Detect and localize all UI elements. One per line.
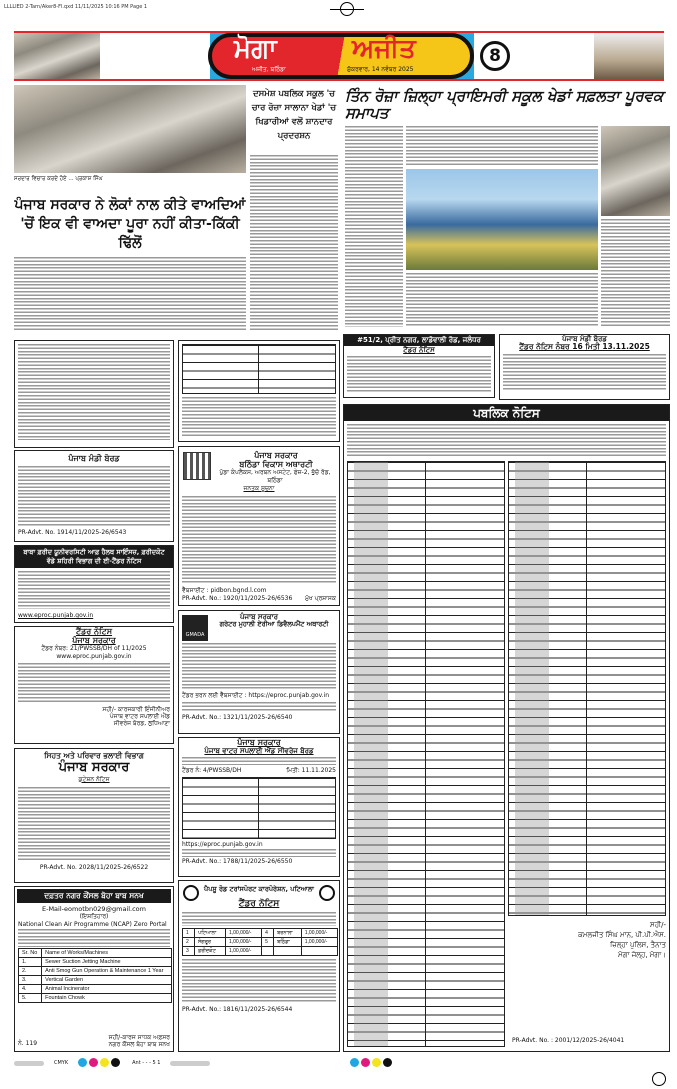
signature: ਮੁੱਖ ਪ੍ਰਸ਼ਾਸਕ xyxy=(304,595,336,602)
subtitle-text: ਵੱਡੇ ਸ਼ਹਿਰੀ ਵਿਭਾਗ ਦੀ ਈ-ਟੈਂਡਰ ਨੋਟਿਸ xyxy=(46,557,142,565)
cell: 5 xyxy=(262,937,274,946)
notice-bathinda-authority xyxy=(178,446,340,606)
email-link[interactable]: E-Mail-eomotbn029@gmail.com xyxy=(42,905,146,913)
notice-body xyxy=(18,929,170,947)
cmyk-dots xyxy=(78,1058,122,1069)
registration-mark-icon xyxy=(340,2,354,16)
public-notice-table-left xyxy=(347,461,505,1047)
plate-label: Ant - - - 5 1 xyxy=(132,1060,161,1066)
masthead xyxy=(14,31,664,81)
table-row xyxy=(183,946,338,955)
notice-body xyxy=(182,643,336,689)
cell: 1,00,000/- xyxy=(301,928,337,937)
gmada-logo-icon: GMADA xyxy=(182,615,208,641)
cell xyxy=(274,946,302,955)
cell: Animal Incinerator xyxy=(42,985,172,994)
notice-body xyxy=(182,702,336,712)
table-row xyxy=(183,928,338,937)
cell: 5. xyxy=(19,994,42,1003)
notice-body xyxy=(503,354,666,390)
public-notice-table-right xyxy=(508,461,666,916)
right-story-col2b xyxy=(406,273,598,327)
masthead-title-right: ਅਜੀਤ xyxy=(352,34,416,64)
tender-body xyxy=(347,356,491,392)
right-story xyxy=(345,88,670,327)
prtc-logo-icon xyxy=(319,885,335,901)
tender-ref: ਟੈਂਡਰ ਨੰਬਰ: 21/PWSSB/DH of 11/2025 xyxy=(41,645,147,653)
right-story-col2-wrap xyxy=(406,126,598,328)
notice-org: ਪੰਜਾਬ ਸਰਕਾਰ xyxy=(237,738,281,747)
notice-body xyxy=(182,959,336,1003)
public-notice xyxy=(343,404,670,1052)
date-label: ਸ਼ੁੱਕਰਵਾਰ, 14 ਨਵੰਬਰ 2025 xyxy=(347,66,414,73)
color-bar-strip xyxy=(170,1061,210,1066)
cell: ਪਟਿਆਲਾ xyxy=(194,928,225,937)
pr-advt-number: PR-Advt. No.: 1920/11/2025-26/6536 xyxy=(182,595,293,602)
tender-title: ਟੈਂਡਰ ਨੋਟਿਸ xyxy=(403,346,435,354)
url-link[interactable]: www.eproc.punjab.gov.in xyxy=(56,653,132,661)
sign-line: ਮੋਗਾ ਜੇਲ੍ਹ, ਮੋਗਾ। xyxy=(618,951,666,959)
cell: Fountain Chowk xyxy=(42,994,172,1003)
sign-line: ਸੀਵਰੇਜ ਬੋਰਡ, ਲੁਧਿਆਣਾ xyxy=(113,720,170,728)
print-color-bar xyxy=(14,1058,664,1068)
masthead-pattern-left xyxy=(100,33,210,79)
page-number: 8 xyxy=(480,41,510,71)
cell: Sewer Suction Jetting Machine xyxy=(42,958,172,967)
notice-body xyxy=(18,787,170,861)
notice-title: ਜਨਤਕ ਸੂਚਨਾ xyxy=(243,485,275,493)
notice-body xyxy=(18,466,170,526)
notice-left-top xyxy=(14,340,174,448)
public-notice-intro xyxy=(347,424,666,456)
registration-mark-icon xyxy=(652,1072,666,1086)
notice-org: ਪੰਜਾਬ ਮੰਡੀ ਬੋਰਡ xyxy=(562,335,607,343)
cell: 1 xyxy=(183,928,195,937)
notice-body xyxy=(18,571,170,609)
color-bar-strip xyxy=(14,1061,44,1066)
cell: 3 xyxy=(183,946,195,955)
notice-body xyxy=(182,496,336,584)
news-photo-group xyxy=(14,85,246,173)
notice-org: ਪੰਜਾਬ ਸਰਕਾਰ xyxy=(254,451,298,460)
col-header: Name of Works/Machines xyxy=(42,949,172,958)
public-notice-title: ਪਬਲਿਕ ਨੋਟਿਸ xyxy=(344,405,669,421)
sign-line: ਸਹੀ/- xyxy=(650,921,666,929)
notice-org: ਪੰਜਾਬ ਸਰਕਾਰ xyxy=(239,613,278,621)
photo-caption: ਸਰਦਾਰ ਵਿਚਾਰ ਕਰਦੇ ਹੋਏ ... ਪ੍ਰਕਾਸ਼ ਸਿੰਘ xyxy=(14,176,103,182)
cell: 1,00,000/- xyxy=(225,928,261,937)
masthead-title-left: ਮੋਗਾ xyxy=(234,34,277,64)
side-story-body xyxy=(250,155,338,330)
cell: ਬਰਨਾਲਾ xyxy=(274,928,302,937)
notice-title xyxy=(15,546,173,568)
cell: 3. xyxy=(19,976,42,985)
notice-dept: ਸਿਹਤ ਅਤੇ ਪਰਿਵਾਰ ਭਲਾਈ ਵਿਭਾਗ xyxy=(44,751,144,760)
pr-advt-number: PR-Advt. No.: 1816/11/2025-26/6544 xyxy=(182,1005,293,1013)
edition-label: ਅਜੀਤ, ਬਠਿੰਡਾ xyxy=(252,66,286,73)
pr-advt-number: PR-Advt. No.: 1788/11/2025-26/6550 xyxy=(182,858,293,866)
table-row xyxy=(183,937,338,946)
sign-line: ਸਹੀ/- ਕਾਰਜਕਾਰੀ ਇੰਜੀਨੀਅਰ xyxy=(102,706,170,714)
signature xyxy=(15,706,173,727)
news-photo-right xyxy=(601,126,670,217)
cell: 2 xyxy=(183,937,195,946)
right-story-col1 xyxy=(345,126,403,328)
cell: 1,00,000/- xyxy=(301,937,337,946)
notice-title: ਦਫ਼ਤਰ ਨਗਰ ਕੌਂਸਲ ਬੋਹਾ ਬਾਬ ਸਨਖ xyxy=(17,889,171,903)
masthead-building-photo xyxy=(14,33,100,79)
pr-advt-number: PR-Advt. No. 2028/11/2025-26/6522 xyxy=(39,863,149,871)
main-story xyxy=(14,196,246,330)
notice-baba-farid xyxy=(14,545,174,623)
notice-table xyxy=(182,344,336,394)
notice-gmada xyxy=(178,610,340,734)
notice-org: ਪੰਜਾਬ ਸਰਕਾਰ xyxy=(58,759,130,775)
sign-line: ਨਗਰ ਕੌਂਸਲ ਬੋਹਾ ਬਾਬ ਸਨਖ xyxy=(108,1041,170,1048)
notice-tender-punjab xyxy=(14,626,174,744)
notice-org: ਪੰਜਾਬ ਸਰਕਾਰ xyxy=(72,636,116,646)
notice-board: ਪੰਜਾਬ ਵਾਟਰ ਸਪਲਾਈ ਐਂਡ ਸੀਵਰੇਜ ਬੋਰਡ xyxy=(204,747,314,756)
tender-date: ਮਿਤੀ: 11.11.2025 xyxy=(286,767,336,775)
bda-logo-icon xyxy=(183,452,211,480)
tender-ref: ਟੈਂਡਰ ਨੰ: 4/PWSSB/DH xyxy=(182,767,242,775)
pr-advt-number: PR-Advt. No.: 1321/11/2025-26/6540 xyxy=(182,713,293,721)
print-slug: LLLLIED 2-Tarn/Aker8-Fl.qxd 11/11/2025 10:16 PM Page 1 xyxy=(4,4,148,10)
tender-header: #51/2, ਪ੍ਰੀਤ ਨਗਰ, ਲਾਡੋਵਾਲੀ ਰੋਡ, ਜਲੰਧਰ xyxy=(344,335,494,346)
news-photo-sports xyxy=(406,169,598,270)
tender-notice-mandi-board xyxy=(499,334,670,400)
cell: 1,00,000/- xyxy=(225,946,261,955)
notice-subtitle: (ਇਸ਼ਤਿਹਾਰ) xyxy=(79,913,109,920)
notice-mandi-board xyxy=(14,450,174,542)
cell: 1. xyxy=(19,958,42,967)
prtc-table xyxy=(182,928,338,956)
url-link[interactable]: https://eproc.punjab.gov.in xyxy=(182,841,263,849)
notice-body xyxy=(182,912,336,926)
cell xyxy=(301,946,337,955)
right-story-col3 xyxy=(601,219,670,327)
notice-authority: ਗਰੇਟਰ ਮੁਹਾਲੀ ਏਰੀਆ ਡਿਵੈਲਪਮੈਂਟ ਅਥਾਰਟੀ xyxy=(219,620,329,629)
sign-line: ਜ਼ਿਲ੍ਹਾ ਪੁਲਿਸ, ਤੈਨਾਤ xyxy=(609,941,666,949)
right-story-col2 xyxy=(406,126,598,166)
masthead-pill xyxy=(208,33,474,79)
website-link[interactable]: ਵੈੱਬਸਾਈਟ : pidbon.bgnd.l.com xyxy=(182,587,267,594)
notice-ref: ਨੰ. 119 xyxy=(18,1040,38,1047)
sign-line: ਸਹੀ/-ਕਾਰਜ ਸਾਧਕ ਅਫ਼ਸਰ xyxy=(108,1034,170,1041)
cell: Anti Smog Gun Operation & Maintenance 1 Year xyxy=(42,967,172,976)
cmyk-dots xyxy=(350,1058,394,1069)
notice-nagar-council xyxy=(14,886,174,1052)
notice-title: ਕੁਟੇਸ਼ਨ ਨੋਟਿਸ xyxy=(78,775,110,783)
title-text: ਬਾਬਾ ਫ਼ਰੀਦ ਯੂਨੀਵਰਸਿਟੀ ਆਫ਼ ਹੈਲਥ ਸਾਇੰਸਜ਼, ਫ਼ਰੀਦਕੋਟ xyxy=(23,548,165,556)
sign-line: ਪੰਜਾਬ ਵਾਟਰ ਸਪਲਾਈ ਐਂਡ xyxy=(109,713,170,721)
notice-health-dept xyxy=(14,748,174,883)
notice-title: ਟੈਂਡਰ ਨੋਟਿਸ xyxy=(75,627,113,636)
process-label: CMYK xyxy=(54,1060,69,1066)
cell: ਫ਼ਰੀਦਕੋਟ xyxy=(194,946,225,955)
main-headline: ਪੰਜਾਬ ਸਰਕਾਰ ਨੇ ਲੋਕਾਂ ਨਾਲ ਕੀਤੇ ਵਾਅਦਿਆਂ 'ਚੋਂ ਇਕ ਵੀ ਵਾਅਦਾ ਪੂਰਾ ਨਹੀਂ ਕੀਤਾ-ਕਿੱਕੀ ਢਿੱਲੋਂ xyxy=(14,197,246,251)
notice-address: ਪੁੱਡਾ ਕੰਪਲੈਕਸ, ਅਰਬਨ ਅਸਟੇਟ, ਫੇਜ਼-2, ਭੁੱਚੋ ਰੋਡ, ਬਠਿੰਡਾ xyxy=(219,469,331,485)
col-header: Sr. No xyxy=(19,949,42,958)
cell: 4. xyxy=(19,985,42,994)
url-link[interactable]: ਟੈਂਡਰ ਭਰਨ ਲਈ ਵੈੱਬਸਾਈਟ : https://eproc.punjab.gov.in xyxy=(182,691,330,699)
main-story-body xyxy=(14,257,246,330)
cell: ਬਠਿੰਡਾ xyxy=(274,937,302,946)
pr-advt-number: PR-Advt. No. : 2001/12/2025-26/4041 xyxy=(512,1037,625,1044)
tender-notice-jalandhar xyxy=(343,334,495,398)
url-link[interactable]: www.eproc.punjab.gov.in xyxy=(18,612,94,619)
notice-title: ਟੈਂਡਰ ਨੋਟਿਸ ਨੰਬਰ 16 ਮਿਤੀ 13.11.2025 xyxy=(519,342,650,352)
side-story-headline: ਦਸਮੇਸ਼ ਪਬਲਿਕ ਸਕੂਲ 'ਚ ਚਾਰ ਰੋਜ਼ਾ ਸਾਲਾਨਾ ਖੇਡਾਂ 'ਚ ਖਿਡਾਰੀਆਂ ਵਲੋਂ ਸ਼ਾਨਦਾਰ ਪ੍ਰਦਰਸ਼ਨ xyxy=(251,89,337,141)
notice-body xyxy=(182,397,336,437)
notice-middle-top xyxy=(178,340,340,442)
notice-prtc xyxy=(178,880,340,1052)
cell: 4 xyxy=(262,928,274,937)
cell xyxy=(262,946,274,955)
notice-intro: National Clean Air Programme (NCAP) Zero Portal xyxy=(18,921,167,928)
notice-body xyxy=(182,849,336,857)
notice-body xyxy=(18,663,170,703)
notice-org: ਪੰਜਾਬ ਮੰਡੀ ਬੋਰਡ xyxy=(68,454,120,463)
masthead-gurdwara-photo xyxy=(594,33,664,79)
notice-org: ਪੈਪਸੂ ਰੋਡ ਟਰਾਂਸਪੋਰਟ ਕਾਰਪੋਰੇਸ਼ਨ, ਪਟਿਆਲਾ xyxy=(204,885,314,893)
pr-advt-number: PR-Advt. No. 1914/11/2025-26/6543 xyxy=(18,529,127,537)
notice-authority: ਬਠਿੰਡਾ ਵਿਕਾਸ ਅਥਾਰਟੀ xyxy=(239,460,313,470)
right-headline: ਤਿੰਨ ਰੋਜ਼ਾ ਜ਼ਿਲ੍ਹਾ ਪ੍ਰਾਇਮਰੀ ਸਕੂਲ ਖੇਡਾਂ ਸਫ਼ਲਤਾ ਪੂਰਵਕ ਸਮਾਪਤ xyxy=(345,87,664,123)
cell: ਸੰਗਰੂਰ xyxy=(194,937,225,946)
public-notice-signature xyxy=(508,920,666,960)
notice-body xyxy=(182,757,336,765)
cell: 2. xyxy=(19,967,42,976)
cell: Vertical Garden xyxy=(42,976,172,985)
sign-line: ਕਮਲਜੀਤ ਸਿੰਘ ਮਾਨ, ਪੀ.ਪੀ.ਐਸ. xyxy=(578,931,666,939)
signature xyxy=(109,1034,170,1048)
notice-water-supply xyxy=(178,737,340,877)
notice-table xyxy=(182,777,336,839)
works-table xyxy=(18,948,172,1003)
prtc-logo-icon xyxy=(183,885,199,901)
notice-title: ਟੈਂਡਰ ਨੋਟਿਸ xyxy=(238,899,280,910)
notice-body xyxy=(18,344,170,440)
cell: 1,00,000/- xyxy=(225,937,261,946)
right-story-col3-wrap xyxy=(601,126,670,328)
